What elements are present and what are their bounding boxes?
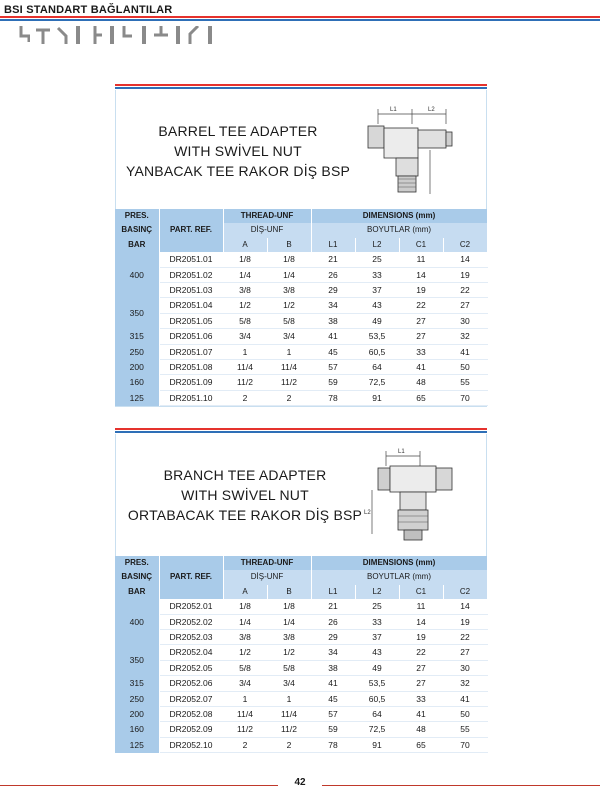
table-row xyxy=(115,630,487,645)
title-line: BRANCH TEE ADAPTER xyxy=(163,467,327,483)
l1-cell: 59 xyxy=(311,375,355,390)
l1-cell: 29 xyxy=(311,630,355,645)
thread-a-cell: 1 xyxy=(223,691,267,706)
footer-rule-left xyxy=(0,785,278,786)
section-1-table xyxy=(115,209,488,406)
pressure-cell: 400 xyxy=(115,599,159,645)
header-rules xyxy=(0,16,600,26)
c2-cell: 30 xyxy=(443,660,487,675)
dim-label-l2: L2 xyxy=(364,510,371,516)
l2-cell: 72,5 xyxy=(355,375,399,390)
header-boyutlar: BOYUTLAR (mm) xyxy=(311,570,487,584)
l1-cell: 41 xyxy=(311,329,355,344)
title-line: ORTABACAK TEE RAKOR DİŞ BSP xyxy=(127,507,363,523)
header-l2: L2 xyxy=(355,238,399,252)
thread-b-cell: 11/4 xyxy=(267,707,311,722)
header-c2: C2 xyxy=(443,585,487,599)
header-pres: PRES. xyxy=(115,556,159,570)
title-line: BARREL TEE ADAPTER xyxy=(158,123,318,139)
header-l1: L1 xyxy=(311,238,355,252)
table-row xyxy=(115,707,487,722)
l2-cell: 91 xyxy=(355,390,399,405)
l1-cell: 57 xyxy=(311,707,355,722)
l2-cell: 49 xyxy=(355,313,399,328)
header-basinc: BASINÇ xyxy=(115,223,159,237)
thread-b-cell: 1/2 xyxy=(267,645,311,660)
c1-cell: 22 xyxy=(399,645,443,660)
c1-cell: 33 xyxy=(399,344,443,359)
c2-cell: 14 xyxy=(443,252,487,267)
thread-b-cell: 3/4 xyxy=(267,329,311,344)
header-dimensions: DIMENSIONS (mm) xyxy=(311,209,487,223)
thread-b-cell: 1/8 xyxy=(267,599,311,614)
c1-cell: 14 xyxy=(399,614,443,629)
c1-cell: 33 xyxy=(399,691,443,706)
tee-fitting-icon xyxy=(88,26,102,44)
l2-cell: 37 xyxy=(355,283,399,298)
c2-cell: 32 xyxy=(443,676,487,691)
table-row xyxy=(115,614,487,629)
table-row xyxy=(115,390,487,405)
part-ref-cell: DR2051.09 xyxy=(159,375,223,390)
header-dis: DİŞ-UNF xyxy=(223,570,311,584)
pressure-cell: 350 xyxy=(115,645,159,676)
c1-cell: 41 xyxy=(399,360,443,375)
c1-cell: 27 xyxy=(399,660,443,675)
thread-b-cell: 5/8 xyxy=(267,660,311,675)
thread-b-cell: 1/8 xyxy=(267,252,311,267)
thread-b-cell: 3/8 xyxy=(267,283,311,298)
l2-cell: 37 xyxy=(355,630,399,645)
c2-cell: 30 xyxy=(443,313,487,328)
l1-cell: 29 xyxy=(311,283,355,298)
c1-cell: 27 xyxy=(399,676,443,691)
header-l2: L2 xyxy=(355,585,399,599)
straight-fitting-icon xyxy=(206,26,214,44)
l2-cell: 43 xyxy=(355,645,399,660)
section-1-title xyxy=(118,121,358,181)
thread-a-cell: 5/8 xyxy=(223,313,267,328)
c1-cell: 14 xyxy=(399,267,443,282)
branch-tee-drawing xyxy=(360,446,480,546)
table-row xyxy=(115,298,487,313)
part-ref-cell: DR2052.10 xyxy=(159,737,223,752)
header-l1: L1 xyxy=(311,585,355,599)
elbow-fitting-icon xyxy=(18,26,30,44)
header-bar: BAR xyxy=(115,238,159,252)
header-c1: C1 xyxy=(399,585,443,599)
thread-a-cell: 2 xyxy=(223,390,267,405)
thread-a-cell: 1/2 xyxy=(223,645,267,660)
l1-cell: 26 xyxy=(311,614,355,629)
thread-b-cell: 1/4 xyxy=(267,267,311,282)
header-dis: DİŞ-UNF xyxy=(223,223,311,237)
part-ref-cell: DR2052.04 xyxy=(159,645,223,660)
table-row xyxy=(115,283,487,298)
thread-a-cell: 11/2 xyxy=(223,375,267,390)
fitting-icons-strip xyxy=(18,26,258,48)
pressure-cell: 315 xyxy=(115,329,159,344)
part-ref-cell: DR2052.01 xyxy=(159,599,223,614)
l1-cell: 59 xyxy=(311,722,355,737)
c1-cell: 48 xyxy=(399,722,443,737)
c1-cell: 22 xyxy=(399,298,443,313)
thread-a-cell: 2 xyxy=(223,737,267,752)
c2-cell: 27 xyxy=(443,298,487,313)
header-part-ref: PART. REF. xyxy=(159,556,223,599)
l1-cell: 57 xyxy=(311,360,355,375)
l1-cell: 38 xyxy=(311,313,355,328)
barrel-tee-drawing xyxy=(350,100,480,200)
table-row xyxy=(115,645,487,660)
l2-cell: 60,5 xyxy=(355,344,399,359)
part-ref-cell: DR2052.02 xyxy=(159,614,223,629)
c2-cell: 55 xyxy=(443,375,487,390)
table-row xyxy=(115,599,487,614)
header-b: B xyxy=(267,585,311,599)
header-b: B xyxy=(267,238,311,252)
header-thread: THREAD-UNF xyxy=(223,209,311,223)
tee-fitting-icon xyxy=(154,26,168,44)
l2-cell: 64 xyxy=(355,360,399,375)
part-ref-cell: DR2051.10 xyxy=(159,390,223,405)
title-line: WITH SWİVEL NUT xyxy=(181,487,309,503)
header-a: A xyxy=(223,585,267,599)
thread-a-cell: 1/2 xyxy=(223,298,267,313)
c2-cell: 41 xyxy=(443,691,487,706)
thread-b-cell: 3/4 xyxy=(267,676,311,691)
section-2-title xyxy=(120,465,370,525)
c1-cell: 11 xyxy=(399,252,443,267)
l1-cell: 41 xyxy=(311,676,355,691)
l2-cell: 60,5 xyxy=(355,691,399,706)
c2-cell: 19 xyxy=(443,614,487,629)
c1-cell: 11 xyxy=(399,599,443,614)
header-dimensions: DIMENSIONS (mm) xyxy=(311,556,487,570)
table-row xyxy=(115,722,487,737)
l2-cell: 33 xyxy=(355,614,399,629)
c2-cell: 32 xyxy=(443,329,487,344)
c1-cell: 48 xyxy=(399,375,443,390)
part-ref-cell: DR2052.07 xyxy=(159,691,223,706)
thread-a-cell: 1 xyxy=(223,344,267,359)
pressure-cell: 200 xyxy=(115,360,159,375)
c2-cell: 14 xyxy=(443,599,487,614)
elbow-fitting-icon xyxy=(188,26,200,44)
table-row xyxy=(115,267,487,282)
table-row xyxy=(115,676,487,691)
c2-cell: 41 xyxy=(443,344,487,359)
elbow-fitting-icon xyxy=(122,26,134,44)
pressure-cell: 125 xyxy=(115,390,159,405)
header-a: A xyxy=(223,238,267,252)
thread-b-cell: 11/2 xyxy=(267,375,311,390)
thread-b-cell: 2 xyxy=(267,390,311,405)
title-line: WITH SWİVEL NUT xyxy=(174,143,302,159)
thread-a-cell: 3/8 xyxy=(223,283,267,298)
table-row xyxy=(115,660,487,675)
header-c2: C2 xyxy=(443,238,487,252)
thread-a-cell: 11/4 xyxy=(223,360,267,375)
l1-cell: 78 xyxy=(311,737,355,752)
c2-cell: 55 xyxy=(443,722,487,737)
pressure-cell: 315 xyxy=(115,676,159,691)
c1-cell: 27 xyxy=(399,329,443,344)
table-row xyxy=(115,329,487,344)
footer-rule-right xyxy=(322,785,600,786)
l2-cell: 53,5 xyxy=(355,329,399,344)
thread-b-cell: 5/8 xyxy=(267,313,311,328)
thread-a-cell: 3/4 xyxy=(223,329,267,344)
thread-a-cell: 1/4 xyxy=(223,614,267,629)
l1-cell: 34 xyxy=(311,298,355,313)
part-ref-cell: DR2051.06 xyxy=(159,329,223,344)
l2-cell: 33 xyxy=(355,267,399,282)
part-ref-cell: DR2051.01 xyxy=(159,252,223,267)
part-ref-cell: DR2051.02 xyxy=(159,267,223,282)
straight-fitting-icon xyxy=(140,26,148,44)
part-ref-cell: DR2052.05 xyxy=(159,660,223,675)
l2-cell: 25 xyxy=(355,252,399,267)
table-row xyxy=(115,360,487,375)
c1-cell: 27 xyxy=(399,313,443,328)
l1-cell: 78 xyxy=(311,390,355,405)
c1-cell: 65 xyxy=(399,390,443,405)
thread-b-cell: 11/4 xyxy=(267,360,311,375)
straight-fitting-icon xyxy=(108,26,116,44)
c2-cell: 27 xyxy=(443,645,487,660)
header-bar: BAR xyxy=(115,585,159,599)
catalog-title: BSI STANDART BAĞLANTILAR xyxy=(4,4,173,16)
part-ref-cell: DR2051.08 xyxy=(159,360,223,375)
section-2-table-body xyxy=(115,599,487,753)
thread-b-cell: 1/2 xyxy=(267,298,311,313)
table-row xyxy=(115,375,487,390)
c2-cell: 22 xyxy=(443,630,487,645)
header-pres: PRES. xyxy=(115,209,159,223)
part-ref-cell: DR2052.09 xyxy=(159,722,223,737)
thread-a-cell: 1/8 xyxy=(223,252,267,267)
page-number: 42 xyxy=(294,777,306,788)
l2-cell: 64 xyxy=(355,707,399,722)
l1-cell: 45 xyxy=(311,344,355,359)
c2-cell: 50 xyxy=(443,360,487,375)
straight-fitting-icon xyxy=(174,26,182,44)
thread-a-cell: 3/8 xyxy=(223,630,267,645)
table-row xyxy=(115,313,487,328)
header-basinc: BASINÇ xyxy=(115,570,159,584)
c2-cell: 50 xyxy=(443,707,487,722)
title-line: YANBACAK TEE RAKOR DİŞ BSP xyxy=(125,163,351,179)
c2-cell: 22 xyxy=(443,283,487,298)
header-thread: THREAD-UNF xyxy=(223,556,311,570)
thread-a-cell: 11/2 xyxy=(223,722,267,737)
dim-label-l2: L2 xyxy=(428,107,435,113)
table-row xyxy=(115,737,487,752)
l1-cell: 26 xyxy=(311,267,355,282)
l2-cell: 49 xyxy=(355,660,399,675)
header-c1: C1 xyxy=(399,238,443,252)
straight-fitting-icon xyxy=(74,26,82,44)
c2-cell: 19 xyxy=(443,267,487,282)
header-boyutlar: BOYUTLAR (mm) xyxy=(311,223,487,237)
c1-cell: 65 xyxy=(399,737,443,752)
c1-cell: 19 xyxy=(399,283,443,298)
part-ref-cell: DR2052.06 xyxy=(159,676,223,691)
table-row xyxy=(115,252,487,267)
part-ref-cell: DR2051.04 xyxy=(159,298,223,313)
c2-cell: 70 xyxy=(443,737,487,752)
thread-a-cell: 11/4 xyxy=(223,707,267,722)
thread-b-cell: 1/4 xyxy=(267,614,311,629)
thread-b-cell: 1 xyxy=(267,691,311,706)
c1-cell: 19 xyxy=(399,630,443,645)
pressure-cell: 250 xyxy=(115,344,159,359)
part-ref-cell: DR2051.03 xyxy=(159,283,223,298)
l2-cell: 43 xyxy=(355,298,399,313)
thread-b-cell: 1 xyxy=(267,344,311,359)
tee-fitting-icon xyxy=(36,26,50,44)
l1-cell: 21 xyxy=(311,252,355,267)
pressure-cell: 400 xyxy=(115,252,159,298)
l1-cell: 45 xyxy=(311,691,355,706)
l2-cell: 91 xyxy=(355,737,399,752)
thread-a-cell: 3/4 xyxy=(223,676,267,691)
l1-cell: 21 xyxy=(311,599,355,614)
table-row xyxy=(115,691,487,706)
c1-cell: 41 xyxy=(399,707,443,722)
header-part-ref: PART. REF. xyxy=(159,209,223,252)
l2-cell: 72,5 xyxy=(355,722,399,737)
l1-cell: 38 xyxy=(311,660,355,675)
thread-a-cell: 1/8 xyxy=(223,599,267,614)
thread-a-cell: 5/8 xyxy=(223,660,267,675)
pressure-cell: 200 xyxy=(115,707,159,722)
c2-cell: 70 xyxy=(443,390,487,405)
l2-cell: 25 xyxy=(355,599,399,614)
dim-label-l1: L1 xyxy=(398,449,405,455)
pressure-cell: 160 xyxy=(115,722,159,737)
pressure-cell: 250 xyxy=(115,691,159,706)
l1-cell: 34 xyxy=(311,645,355,660)
thread-a-cell: 1/4 xyxy=(223,267,267,282)
pressure-cell: 125 xyxy=(115,737,159,752)
thread-b-cell: 3/8 xyxy=(267,630,311,645)
thread-b-cell: 11/2 xyxy=(267,722,311,737)
part-ref-cell: DR2051.05 xyxy=(159,313,223,328)
part-ref-cell: DR2052.03 xyxy=(159,630,223,645)
elbow-fitting-icon xyxy=(56,26,68,44)
l2-cell: 53,5 xyxy=(355,676,399,691)
section-1-table-body xyxy=(115,252,487,406)
part-ref-cell: DR2051.07 xyxy=(159,344,223,359)
part-ref-cell: DR2052.08 xyxy=(159,707,223,722)
dim-label-l1: L1 xyxy=(390,107,397,113)
section-2-table xyxy=(115,556,488,753)
table-row xyxy=(115,344,487,359)
thread-b-cell: 2 xyxy=(267,737,311,752)
pressure-cell: 350 xyxy=(115,298,159,329)
pressure-cell: 160 xyxy=(115,375,159,390)
